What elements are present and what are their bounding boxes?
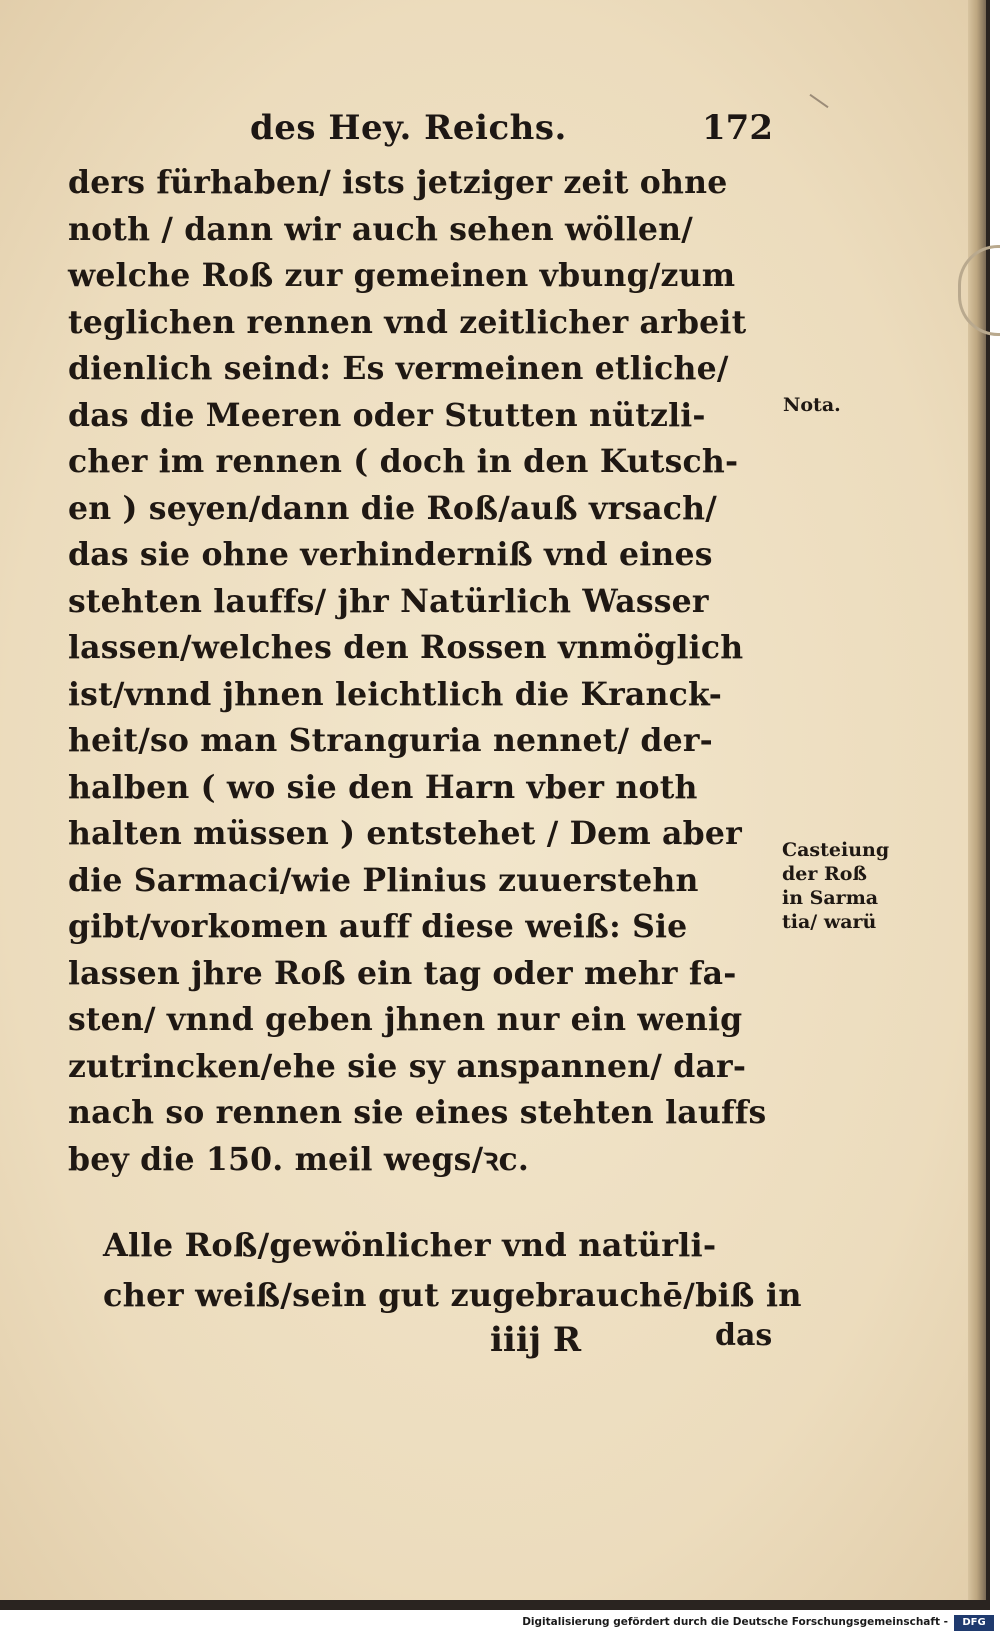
footer-bar (0, 1610, 1000, 1637)
text-line: Alle Roß/gewönlicher vnd natürli- (103, 1226, 717, 1264)
margin-note-casteiung (782, 838, 889, 934)
second-paragraph (103, 1220, 803, 1320)
margin-note-line: in Sarma (782, 887, 879, 909)
text-line: welche Roß zur gemeinen vbung/zum (68, 257, 736, 294)
text-line: ist/vnnd jhnen leichtlich die Kranck- (68, 675, 723, 713)
page-number: 172 (702, 108, 773, 148)
margin-note-line: Nota. (783, 394, 841, 416)
text-line: stehten lauffs/ jhr Natürlich Wasser (68, 582, 709, 620)
text-line: lassen/welches den Rossen vnmöglich (68, 629, 744, 666)
text-line: zutrincken/ehe sie sy anspannen/ dar- (68, 1047, 747, 1085)
margin-note-line: Casteiung (782, 839, 890, 861)
main-paragraph (68, 160, 788, 1183)
catchword: das (715, 1318, 773, 1353)
text-line: nach so rennen sie eines stehten lauffs (68, 1094, 767, 1131)
text-line: cher weiß/sein gut zugebrauchē/biß in (103, 1276, 802, 1314)
running-title: des Hey. Reichs. (250, 108, 567, 148)
text-line: das sie ohne verhinderniß vnd eines (68, 536, 713, 573)
margin-note-line: der Roß (782, 863, 867, 885)
margin-note-nota (783, 393, 841, 417)
text-line: die Sarmaci/wie Plinius zuuerstehn (68, 861, 699, 899)
dfg-logo: DFG (954, 1615, 994, 1631)
text-line: gibt/vorkomen auff diese weiß: Sie (68, 908, 688, 945)
text-line: sten/ vnnd geben jhnen nur ein wenig (68, 1001, 743, 1038)
text-line: bey die 150. meil wegs/ꝛc. (68, 1140, 529, 1178)
text-line: lassen jhre Roß ein tag oder mehr fa- (68, 954, 737, 992)
text-line: en ) seyen/dann die Roß/auß vrsach/ (68, 489, 717, 527)
funding-credit: Digitalisierung gefördert durch die Deutsche Forschungsgemeinschaft - (522, 1616, 948, 1628)
text-line: cher im rennen ( doch in den Kutsch- (68, 443, 739, 480)
text-line: noth / dann wir auch sehen wöllen/ (68, 210, 693, 248)
text-line: halten müssen ) entstehet / Dem aber (68, 815, 742, 852)
text-line: teglichen rennen vnd zeitlicher arbeit (68, 303, 747, 341)
text-line: ders fürhaben/ ists jetziger zeit ohne (68, 164, 728, 201)
text-line: heit/so man Stranguria nennet/ der- (68, 722, 713, 759)
text-line: halben ( wo sie den Harn vber noth (68, 768, 698, 806)
text-line: dienlich seind: Es vermeinen etliche/ (68, 350, 729, 387)
text-line: das die Meeren oder Stutten nützli- (68, 396, 706, 434)
signature-mark: iiij R (490, 1320, 582, 1360)
page-edge (968, 0, 986, 1600)
margin-note-line: tia/ warü (782, 911, 877, 933)
